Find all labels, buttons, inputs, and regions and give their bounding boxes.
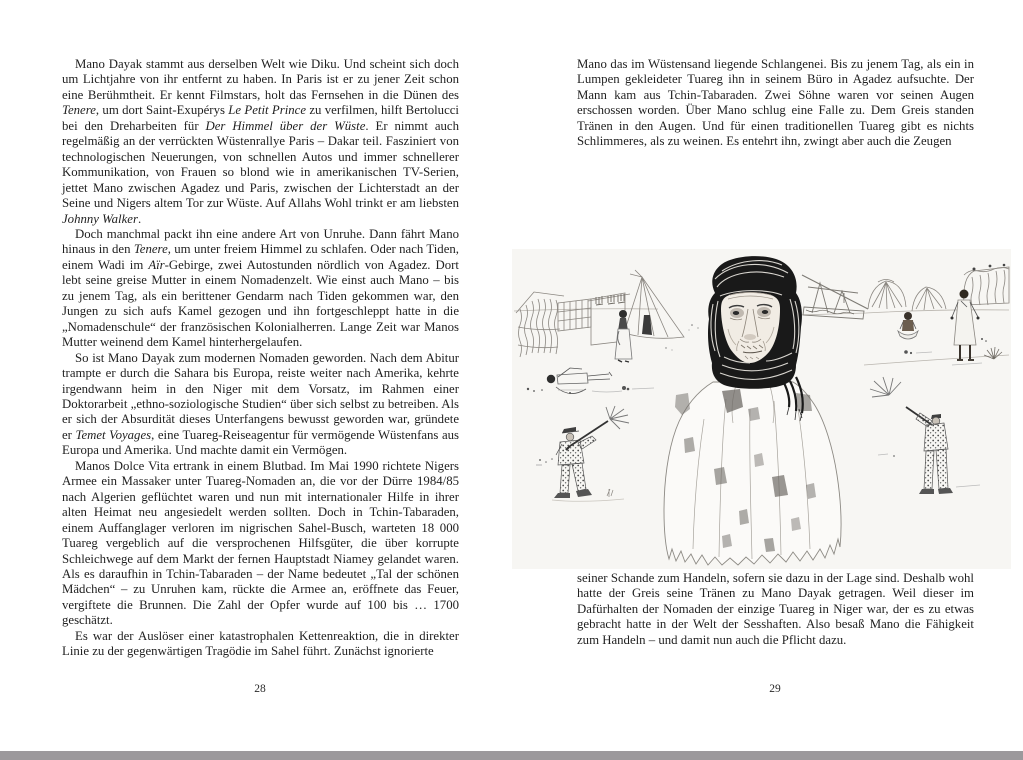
right-page-text-top [577,57,974,150]
paragraph: Doch manchmal packt ihn eine andere Art von Unruhe. Dann fährt Mano hinaus in den Tenere, um unter freiem Himmel zu schlafen. Oder nach Tiden, einem Wadi im Aïr-Gebirge, zwei Autostunden nördlich von Agadez. Dort lebt seine greise Mutter in einem Nomadenzelt. Wie einst auch Mano – bis zu jenem Tag, als ein berittener Gendarm nach Tiden gekommen war, den Jungen zu sich aufs Kamel gezogen und ihn fortgeschleppt hatte in die „Nomadenschule“ der französischen Kolonialherren. Lange Zeit war Manos Mutter weinend dem Kamel hinterhergelaufen. [62,226,459,350]
right-camp [868,264,1009,365]
window-bottom-bar [0,751,1023,760]
right-page-text-bottom [577,571,974,648]
page-number-right: 29 [769,683,781,695]
paragraph: Es war der Auslöser einer katastrophalen Kettenreaktion, die in direkter Linie zu der gegenwärtigen Tragödie im Sahel führt. Zunächst ignorierte [62,628,459,659]
left-camp [516,270,684,394]
page-number-left: 28 [254,683,266,695]
left-soldier [536,406,629,501]
well-structure [802,275,868,319]
paragraph: seiner Schande zum Handeln, sofern sie dazu in der Lage sind. Deshalb wohl hatte der Greis seine Tränen zu Mano Dayak getragen. Weil dieser im Dafürhalten der Nomaden der einzige Tuareg in Niger war, der es zu etwas gebracht hatte in der Welt der Sesshaften. Also besaß Mano die Fähigkeit zum Handeln – und damit nun auch die Pflicht dazu. [577,571,974,647]
right-soldier [870,377,980,494]
paragraph: Manos Dolce Vita ertrank in einem Blutbad. Im Mai 1990 richtete Nigers Armee ein Massaker unter Tuareg-Nomaden an, die vor der Dürre 1984/85 nach Algerien geflüchtet waren und nun mit internationaler Hilfe in ihrer alten Heimat neu angesiedelt werden sollten. Doch in Tchin-Tabaraden, einem Auffanglager verloren im nigrischen Sahel-Busch, warteten 18 000 Tuareg vergeblich auf die versprochenen Hilfsgüter, die über korrupte Schleichwege auf dem Markt der fernen Hauptstadt Niamey gelandet waren. Als es daraufhin in Tchin-Tabaraden – der Name bedeutet „Tal der schönen Mädchen“ – zu Unruhen kam, rückte die Armee an, eröffnete das Feuer, vergiftete die Brunnen. Die Zahl der Opfer wurde auf 100 bis … 1700 geschätzt. [62,458,459,628]
paragraph: Mano Dayak stammt aus derselben Welt wie Diku. Und scheint sich doch um Lichtjahre von ihr entfernt zu haben. In Paris ist er zu jener Zeit schon eine Berühmtheit. Er kennt Filmstars, holt das Fernsehen in die Dünen des Tenere, um dort Saint-Exupérys Le Petit Prince zu verfilmen, hilft Bertolucci bei den Dreharbeiten für Der Himmel über der Wüste. Er nimmt auch regelmäßig an der verrückten Wüstenrallye Paris – Dakar teil. Fasziniert von technologischen Neuerungen, von schnellen Autos und immer schnellerer Kommunikation, von Frauen so blond wie in amerikanischen TV-Serien, jettet Mano zwischen Agadez und Paris, zwischen der Lichterstadt an der Seine und Nigers altem Tor zur Wüste. Auf Allahs Wohl trinkt er am liebsten Johnny Walker. [62,57,459,226]
illustration-panel [512,249,1011,569]
left-page-text-column [62,57,459,660]
illustration-drawing [512,249,1011,569]
paragraph: Mano das im Wüstensand liegende Schlangenei. Bis zu jenem Tag, als ein in Lumpen gekleideter Tuareg ihn in seinem Büro in Agadez aufsuchte. Der Mann kam aus Tchin-Tabaraden. Zwei Söhne waren vor seinen Augen erschossen worden. Über Mano schlug eine Falle zu. Dem Greis standen Tränen in den Augen. Und für einen traditionellen Tuareg gibt es nichts Schlimmeres, als zu weinen. Es entehrt ihn, zwingt aber auch die Zeugen [577,57,974,149]
paragraph: So ist Mano Dayak zum modernen Nomaden geworden. Nach dem Abitur trampte er durch die Sahara bis Europa, reiste weiter nach Amerika, kehrte irgendwann heim in den Niger mit dem Vorsatz, im Rahmen einer Doktorarbeit „ethno-soziologische Studien“ über sich selbst zu betreiben. Als er sich der Absurdität dieses Unterfangens bewusst geworden war, gründete er Temet Voyages, eine Tuareg-Reiseagentur für vermögende Wüstenfans aus Europa und Amerika. Und machte damit ein Vermögen. [62,350,460,458]
